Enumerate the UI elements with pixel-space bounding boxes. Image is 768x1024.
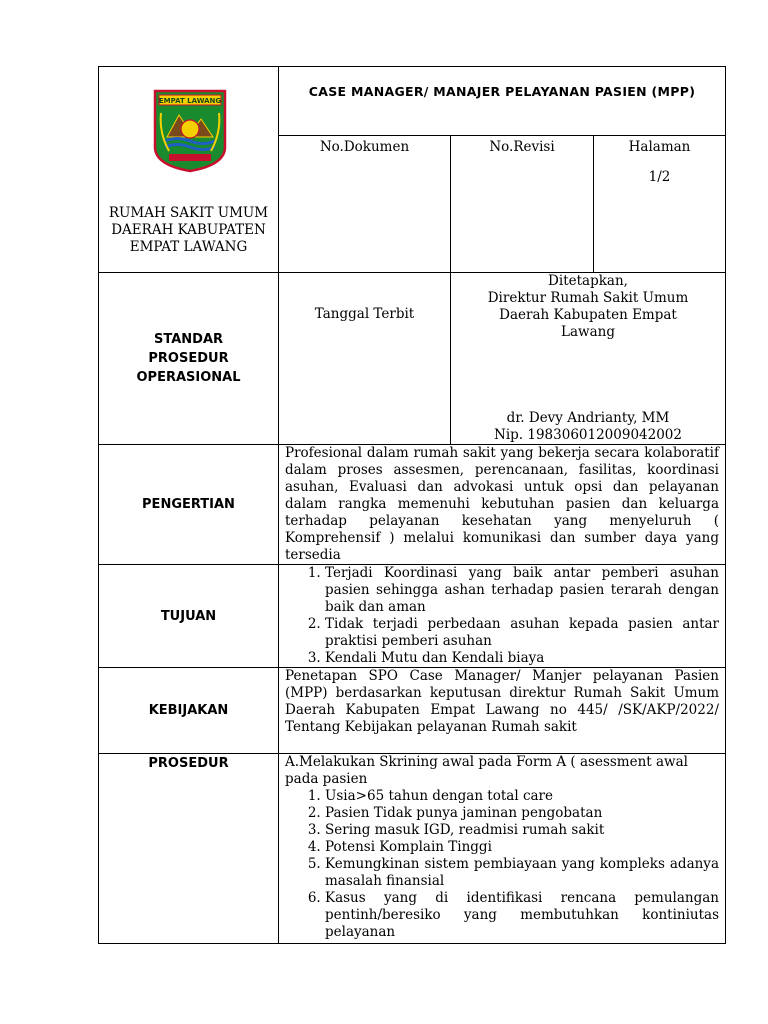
ditetapkan-cell: [451, 273, 726, 445]
list-item: 4. Potensi Komplain Tinggi: [325, 839, 725, 856]
hospital-name: RUMAH SAKIT UMUM DAERAH KABUPATEN EMPAT LAWANG: [108, 205, 269, 255]
tanggal-terbit-label: Tanggal Terbit: [314, 306, 415, 322]
list-item: 6. Kasus yang di identifikasi rencana pemulangan pentinh/beresiko yang membutuhkan kontiniutas pelayanan: [325, 890, 725, 941]
sop-document: [98, 66, 725, 944]
prosedur-content: [279, 754, 726, 944]
signer-name: dr. Devy Andrianty, MM: [506, 410, 670, 426]
no-dokumen-label: No.Dokumen: [319, 139, 410, 155]
prosedur-intro: [279, 754, 725, 788]
tanggal-terbit-cell: [279, 273, 451, 445]
tujuan-list: [279, 565, 725, 667]
list-item: 5. Kemungkinan sistem pembiayaan yang kompleks adanya masalah finansial: [325, 856, 725, 890]
list-item: 3. Kendali Mutu dan Kendali biaya: [325, 650, 725, 667]
halaman-value: 1/2: [648, 169, 671, 185]
prosedur-list: [279, 788, 725, 941]
no-revisi-cell: [451, 136, 594, 273]
kebijakan-label: KEBIJAKAN: [99, 668, 279, 754]
kebijakan-text: Penetapan SPO Case Manager/ Manjer pelayanan Pasien (MPP) berdasarkan keputusan direktur Rumah Sakit Umum Daerah Kabupaten Empat Lawang no 445/ /SK/AKP/2022/ Tentang Kebijakan pelayanan Rumah sakit: [279, 668, 726, 754]
hospital-identity-cell: [99, 67, 279, 273]
document-title: CASE MANAGER/ MANAJER PELAYANAN PASIEN (MPP): [279, 67, 726, 136]
emblem-text: EMPAT LAWANG: [158, 97, 222, 105]
list-item: 1. Usia>65 tahun dengan total care: [325, 788, 725, 805]
list-item: 1. Terjadi Koordinasi yang baik antar pemberi asuhan pasien sehingga ashan terhadap pasien terarah dengan baik dan aman: [325, 565, 725, 616]
tujuan-label: TUJUAN: [99, 565, 279, 668]
list-item: 3. Sering masuk IGD, readmisi rumah sakit: [325, 822, 725, 839]
prosedur-label: PROSEDUR: [99, 754, 279, 944]
ditetapkan-label: Ditetapkan,: [548, 273, 628, 289]
pengertian-label: PENGERTIAN: [99, 445, 279, 565]
signer-block: [451, 410, 725, 444]
list-item: 2. Tidak terjadi perbedaan asuhan kepada pasien antar praktisi pemberi asuhan: [325, 616, 725, 650]
no-revisi-label: No.Revisi: [489, 139, 555, 155]
sop-label: [99, 273, 279, 445]
sop-table: [98, 66, 726, 944]
halaman-cell: [594, 136, 726, 273]
prosedur-intro-text: A.Melakukan Skrining awal pada Form A ( asessment awal pada pasien: [285, 754, 688, 787]
halaman-label: Halaman: [628, 139, 691, 155]
tujuan-content: [279, 565, 726, 668]
direktur-title: Direktur Rumah Sakit Umum Daerah Kabupaten Empat Lawang: [487, 290, 689, 340]
empat-lawang-emblem: [153, 89, 227, 173]
pengertian-text: Profesional dalam rumah sakit yang bekerja secara kolaboratif dalam proses assesmen, perencanaan, fasilitas, koordinasi asuhan, Evaluasi dan advokasi untuk opsi dan pelayanan dalam rangka memenuhi kebutuhan pasien dan keluarga terhadap pelayanan kesehatan yang menyeluruh ( Komprehensif ) melalui komunikasi dan sumber daya yang tersedia: [279, 445, 726, 565]
no-dokumen-cell: [279, 136, 451, 273]
list-item: 2. Pasien Tidak punya jaminan pengobatan: [325, 805, 725, 822]
signer-nip: Nip. 198306012009042002: [494, 427, 682, 443]
sop-label-text: STANDAR PROSEDUR OPERASIONAL: [136, 332, 241, 385]
